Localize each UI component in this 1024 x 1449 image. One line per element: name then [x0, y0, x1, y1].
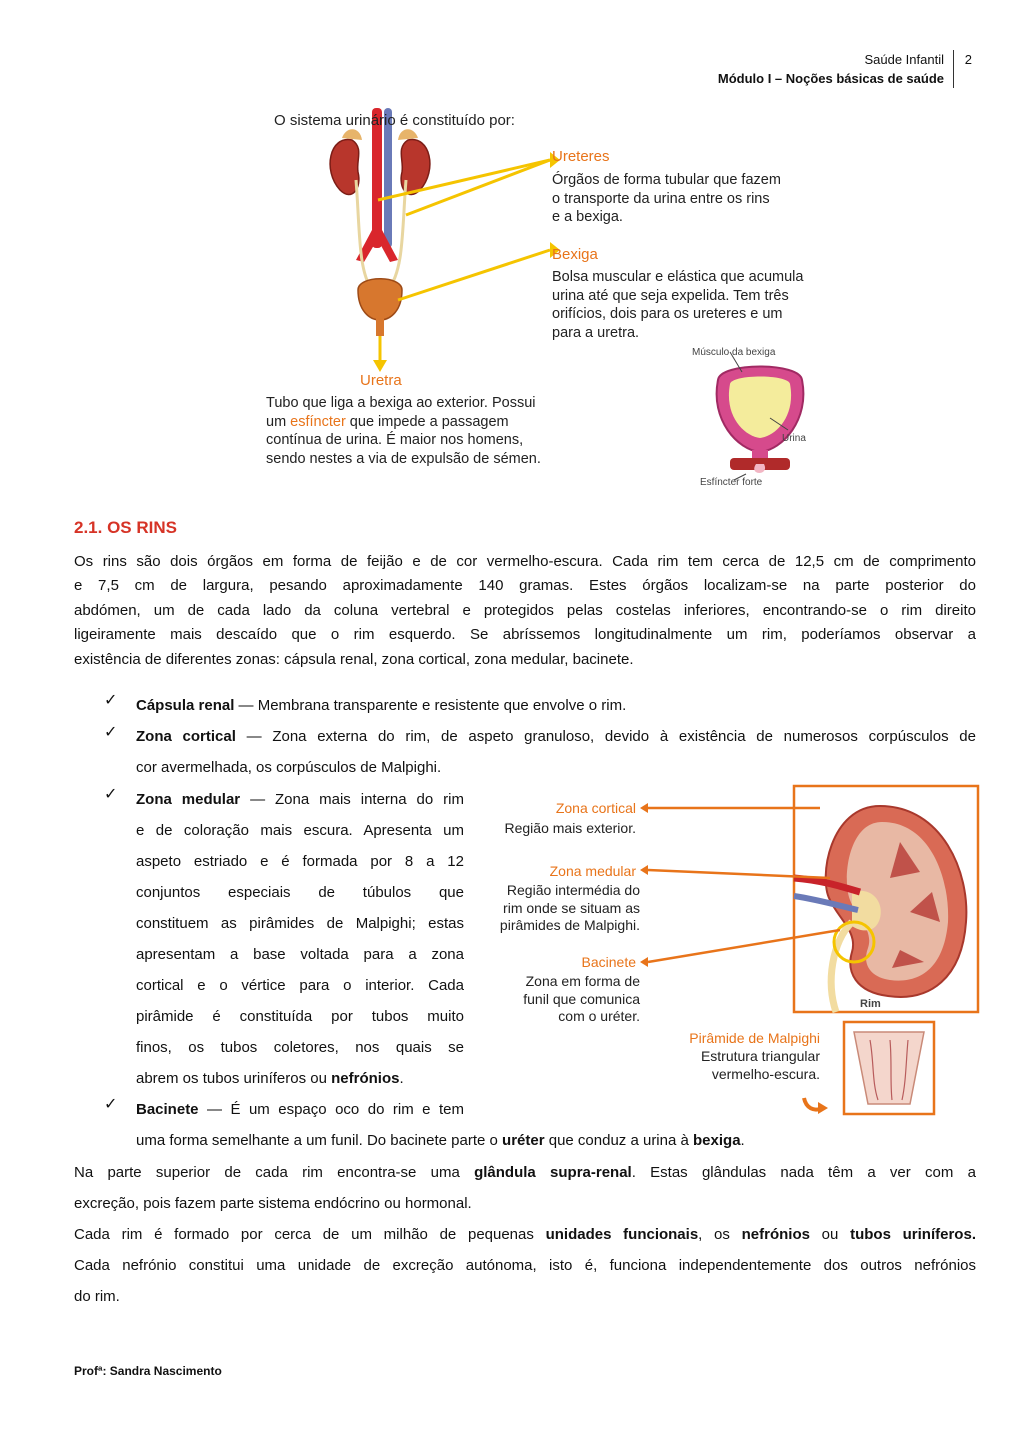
ureteres-line: e a bexiga. [552, 209, 623, 225]
piramide-line: Estrutura triangular [700, 1048, 820, 1064]
bullet-term: Zona cortical [136, 728, 236, 745]
checkmark-icon: ✓ [104, 692, 118, 709]
kidney-figure [480, 782, 980, 1122]
ureteres-line: Órgãos de forma tubular que fazem [552, 172, 781, 188]
paragraph-term: tubos uriníferos. [850, 1226, 976, 1243]
piramide-line: vermelho-escura. [711, 1065, 820, 1082]
bullet-line [136, 784, 464, 815]
bacinete-title: Bacinete [581, 954, 636, 970]
bullet-term: Cápsula renal [136, 697, 235, 714]
urinary-intro: O sistema urinário é constituído por: [274, 112, 515, 129]
bullet-desc: . [399, 1070, 404, 1087]
paragraph-text: Cada rim é formado por cerca de um milhão de pequenas [74, 1226, 546, 1243]
cortical-desc: Região mais exterior. [504, 820, 636, 836]
checkmark-icon: ✓ [104, 724, 118, 741]
bullet-term: Zona medular [136, 791, 241, 808]
bacinete-desc [500, 973, 640, 1026]
bullet-term: uréter [502, 1132, 545, 1149]
bullet-line: finos, os tubos coletores, nos quais se [136, 1039, 464, 1056]
intro-line: existência de diferentes zonas: cápsula renal, zona cortical, zona medular, bacinete. [74, 650, 634, 668]
paragraph-line: excreção, pois fazem parte sistema endócrino ou hormonal. [74, 1195, 472, 1212]
bexiga-line: para a uretra. [552, 324, 640, 341]
bexiga-line: orifícios, dois para os ureteres e um [552, 306, 783, 322]
musculo-label: Músculo da bexiga [692, 347, 776, 358]
intro-line: Os rins são dois órgãos em forma de feijão e de cor vermelho-escura. Cada rim tem cerca de 12,5 cm de comprimento [74, 553, 976, 570]
bullet-line: aspeto estriado e é formada por 8 a 12 [136, 853, 464, 870]
bullet-text [136, 690, 976, 721]
bullet-term: bexiga [693, 1132, 741, 1149]
paragraph-line [74, 1157, 976, 1188]
ureteres-title: Ureteres [552, 148, 610, 165]
bexiga-line: Bolsa muscular e elástica que acumula [552, 269, 804, 285]
uretra-line: Tubo que liga a bexiga ao exterior. Possui [266, 395, 536, 411]
footer-author: Profª: Sandra Nascimento [74, 1364, 222, 1378]
paragraph-text: . Estas glândulas nada têm a ver com a [631, 1164, 976, 1181]
bullet-desc: que conduz a urina à [544, 1132, 694, 1149]
bullet-line [136, 1094, 464, 1125]
paragraph-term: unidades funcionais [545, 1226, 699, 1243]
paragraph-term: glândula supra-renal [474, 1164, 632, 1181]
header-course: Saúde Infantil [864, 52, 944, 67]
bullet-line [136, 1063, 464, 1094]
bullet-desc: — Zona mais interna do rim [240, 791, 464, 808]
uretra-text: um [266, 413, 291, 430]
bullet-desc: uma forma semelhante a um funil. Do bacinete parte o [136, 1132, 503, 1149]
bexiga-title: Bexiga [552, 246, 598, 263]
intro-line: e 7,5 cm de largura, pesando aproximadamente 140 gramas. Estes órgãos localizam-se na parte posterior do [74, 577, 976, 595]
bullet-desc: abrem os tubos uriníferos ou [136, 1070, 332, 1087]
bullet-desc: — É um espaço oco do rim e tem [198, 1101, 464, 1118]
urina-label: Urina [782, 433, 806, 444]
rim-label: Rim [860, 998, 881, 1010]
piramide-title: Pirâmide de Malpighi [689, 1030, 820, 1046]
ureteres-desc [552, 171, 781, 227]
page-header [644, 50, 972, 90]
bullet-line [136, 1125, 836, 1156]
uretra-line [266, 413, 541, 432]
checkmark-icon: ✓ [104, 1096, 118, 1113]
bullet-desc: . [740, 1132, 745, 1149]
paragraph-text: Na parte superior de cada rim encontra-se uma [74, 1164, 475, 1181]
bullet-line: e de coloração mais escura. Apresenta um [136, 822, 464, 839]
bullet-line: cor avermelhada, os corpúsculos de Malpighi. [136, 759, 442, 776]
piramide-desc [660, 1048, 820, 1083]
bexiga-line: urina até que seja expelida. Tem três [552, 287, 789, 304]
bullet-desc: — Zona externa do rim, de aspeto granuloso, devido à existência de numerosos corpúsculos de [235, 728, 976, 745]
bullet-text [136, 784, 464, 1094]
medular-line: Região intermédia do [506, 882, 640, 898]
medular-title: Zona medular [549, 863, 636, 879]
intro-line: ligeiramente mais descaído que o rim esquerdo. Se abríssemos longitudinalmente um rim, poderíamos observar a [74, 626, 976, 644]
bacinete-line: com o uréter. [558, 1008, 640, 1024]
bexiga-desc [552, 268, 803, 342]
cortical-title: Zona cortical [555, 800, 636, 816]
uretra-line: sendo nestes a via de expulsão de sémen. [266, 450, 541, 467]
bacinete-line: funil que comunica [523, 990, 640, 1007]
page-number: 2 [964, 52, 972, 67]
adrenal-paragraph [74, 1157, 976, 1219]
bullet-line: conjuntos especiais de túbulos que [136, 884, 464, 901]
paragraph-line: do rim. [74, 1288, 120, 1305]
bullet-desc: — Membrana transparente e resistente que envolve o rim. [234, 697, 627, 714]
intro-line: abdómen, um de cada lado da coluna vertebral e protegidos pelas costelas inferiores, encontrando-se o rim direito [74, 601, 976, 619]
esfincter-term: esfíncter [290, 413, 346, 430]
section-title: 2.1. OS RINS [74, 518, 177, 537]
medular-line: pirâmides de Malpighi. [499, 917, 640, 933]
header-divider [953, 50, 954, 88]
bullet-term: Bacinete [136, 1101, 199, 1118]
urinary-system-figure [260, 100, 820, 495]
uretra-desc [266, 394, 541, 468]
uretra-title: Uretra [360, 372, 402, 389]
medular-desc [480, 882, 640, 935]
header-text [718, 50, 944, 88]
bullet-line: apresentam a base voltada para a zona [136, 946, 464, 963]
checkmark-icon: ✓ [104, 786, 118, 803]
bullet-term: nefrónios [331, 1070, 400, 1087]
paragraph-text: ou [809, 1226, 851, 1243]
paragraph-text: , os [698, 1226, 742, 1243]
esfincter-label: Esfíncter forte [700, 477, 763, 488]
nephron-paragraph [74, 1219, 976, 1312]
header-module: Módulo I – Noções básicas de saúde [717, 71, 944, 86]
paragraph-term: nefrónios [741, 1226, 810, 1243]
bullet-line: pirâmide é constituída por tubos muito [136, 1008, 464, 1025]
paragraph-line: Cada nefrónio constitui uma unidade de excreção autónoma, isto é, funciona independentemente dos outros nefrónios [74, 1257, 976, 1274]
paragraph-line [74, 1219, 976, 1250]
intro-paragraph [74, 550, 976, 672]
bullet-line [136, 721, 976, 752]
bullet-text [136, 721, 976, 783]
uretra-text: que impede a passagem [345, 413, 509, 430]
medular-line: rim onde se situam as [503, 899, 640, 916]
ureteres-line: o transporte da urina entre os rins [552, 190, 770, 207]
uretra-line: contínua de urina. É maior nos homens, [266, 432, 524, 448]
bullet-line: constituem as pirâmides de Malpighi; estas [136, 915, 464, 932]
bullet-line: cortical e o vértice para o interior. Cada [136, 977, 464, 994]
bacinete-line: Zona em forma de [525, 973, 640, 989]
